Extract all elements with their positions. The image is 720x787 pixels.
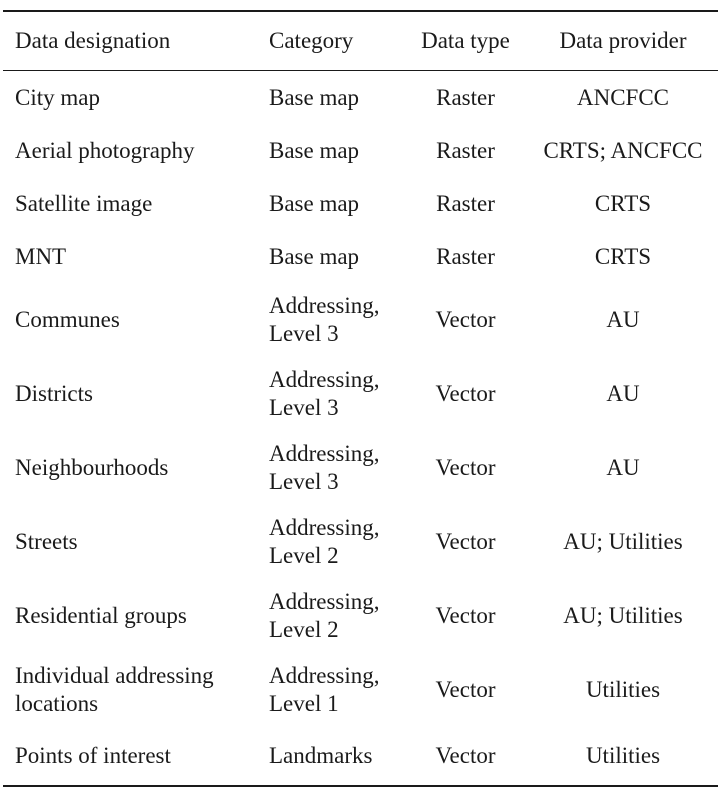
table-row [3, 357, 718, 431]
cell-designation: Individual addressing locations [15, 663, 214, 716]
cell-provider: AU [606, 381, 640, 406]
header-data-type: Data type [421, 28, 510, 53]
cell-category: Addressing, Level 3 [269, 293, 380, 346]
table-row [3, 431, 718, 505]
cell-data-type: Vector [435, 743, 496, 768]
cell-provider: AU [606, 455, 640, 480]
table-body [3, 71, 718, 787]
header-data-designation: Data designation [15, 28, 171, 53]
cell-provider: CRTS [594, 243, 652, 269]
cell-data-type: Raster [436, 84, 495, 110]
cell-provider: AU [606, 307, 640, 332]
cell-provider: Utilities [585, 677, 661, 702]
cell-data-type: Vector [435, 455, 496, 480]
header-row [3, 11, 718, 71]
cell-provider: AU; Utilities [563, 603, 683, 628]
table-header [3, 11, 718, 71]
cell-designation: Communes [15, 307, 120, 332]
cell-provider: AU; Utilities [563, 529, 683, 554]
table-row [3, 283, 718, 357]
table-row [3, 177, 718, 230]
table-row [3, 124, 718, 177]
cell-designation: Satellite image [15, 190, 153, 216]
data-sources-table [3, 10, 718, 787]
table-row [3, 653, 718, 727]
header-data-provider: Data provider [559, 28, 687, 53]
cell-designation: City map [15, 84, 100, 110]
table-row [3, 505, 718, 579]
cell-data-type: Vector [435, 381, 496, 406]
cell-designation: MNT [15, 243, 67, 269]
cell-category: Base map [269, 137, 360, 163]
cell-provider: Utilities [585, 743, 661, 768]
cell-designation: Aerial photography [15, 137, 195, 163]
cell-data-type: Raster [436, 190, 495, 216]
cell-provider: CRTS; ANCFCC [543, 137, 703, 163]
cell-designation: Districts [15, 381, 93, 406]
cell-category: Landmarks [269, 743, 373, 768]
cell-category: Base map [269, 84, 360, 110]
cell-category: Base map [269, 190, 360, 216]
table-row [3, 71, 718, 125]
cell-category: Addressing, Level 3 [269, 441, 380, 494]
cell-data-type: Vector [435, 307, 496, 332]
cell-data-type: Vector [435, 603, 496, 628]
cell-designation: Residential groups [15, 603, 187, 628]
cell-provider: CRTS [594, 190, 652, 216]
cell-category: Addressing, Level 2 [269, 589, 380, 642]
table-row [3, 230, 718, 283]
cell-provider: ANCFCC [576, 84, 670, 110]
cell-category: Addressing, Level 3 [269, 367, 380, 420]
cell-category: Base map [269, 243, 360, 269]
table-row [3, 579, 718, 653]
cell-category: Addressing, Level 1 [269, 663, 380, 716]
header-category: Category [269, 28, 354, 53]
cell-data-type: Raster [436, 243, 495, 269]
cell-data-type: Raster [436, 137, 495, 163]
cell-designation: Neighbourhoods [15, 455, 169, 480]
table-row [3, 727, 718, 786]
cell-data-type: Vector [435, 677, 496, 702]
cell-category: Addressing, Level 2 [269, 515, 380, 568]
cell-designation: Streets [15, 529, 78, 554]
cell-designation: Points of interest [15, 743, 171, 768]
cell-data-type: Vector [435, 529, 496, 554]
